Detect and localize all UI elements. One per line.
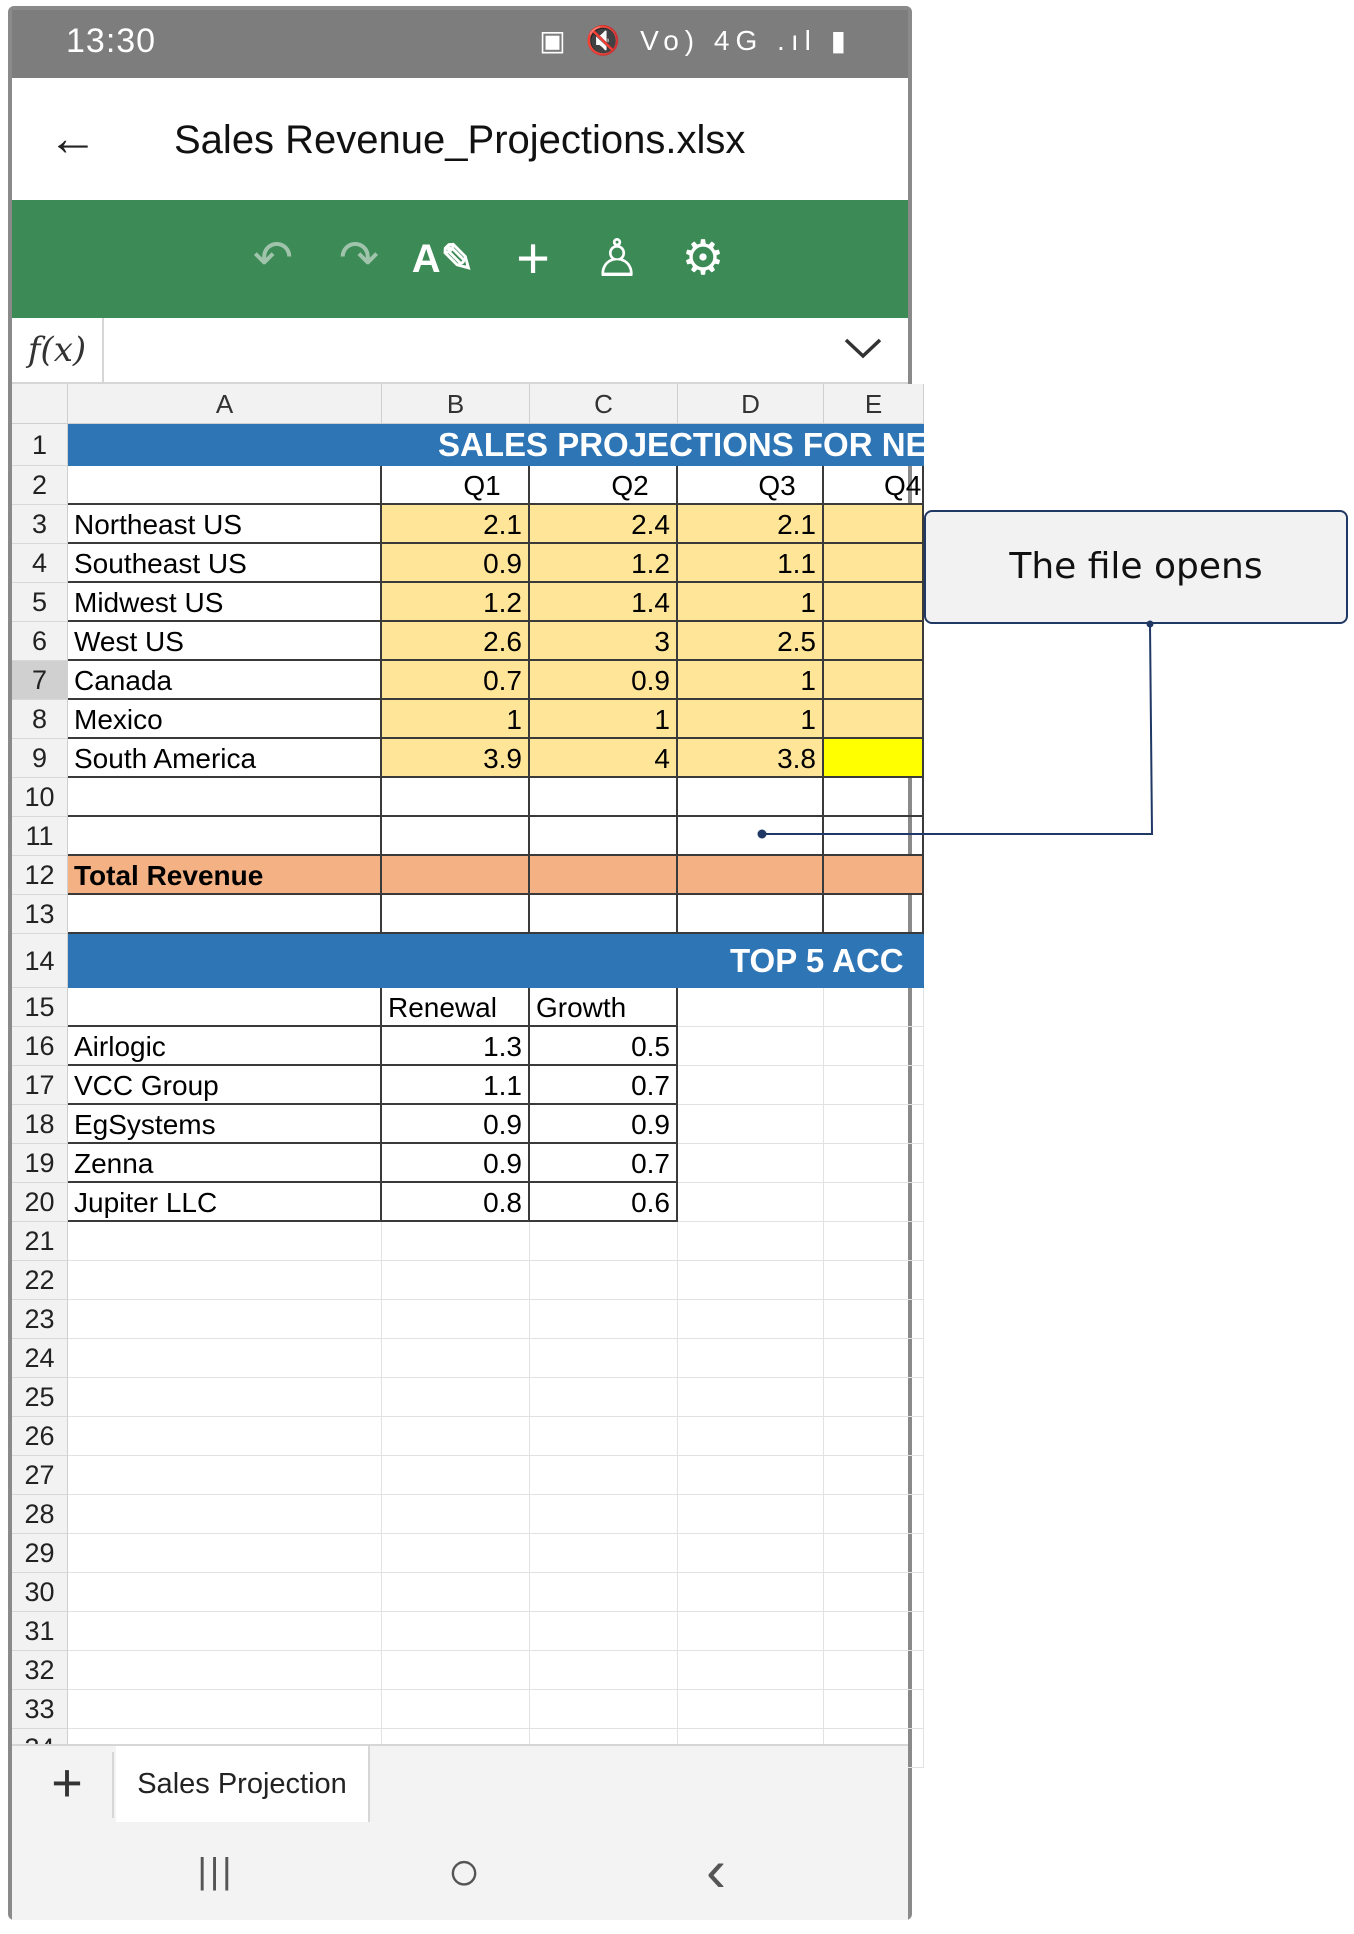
cell[interactable] — [678, 1261, 824, 1300]
cell[interactable] — [68, 1417, 382, 1456]
cell[interactable] — [678, 1456, 824, 1495]
settings-gear-icon[interactable]: ⚙ — [681, 232, 725, 285]
title-bar — [12, 78, 908, 200]
column-header-e[interactable]: E — [824, 384, 924, 424]
table-row — [12, 1183, 908, 1222]
cell[interactable] — [824, 1222, 924, 1261]
cell[interactable] — [824, 895, 924, 934]
cell[interactable] — [530, 1495, 678, 1534]
cell[interactable] — [824, 1339, 924, 1378]
total-cell[interactable] — [530, 856, 678, 895]
cell[interactable] — [678, 1339, 824, 1378]
table-row — [12, 739, 908, 778]
value-cell[interactable] — [824, 505, 924, 544]
value-cell[interactable]: 0.9 — [382, 1144, 530, 1183]
cell[interactable] — [382, 1534, 530, 1573]
row-number[interactable]: 30 — [12, 1573, 68, 1612]
total-cell[interactable] — [678, 856, 824, 895]
table-row — [12, 1222, 908, 1261]
cell[interactable] — [530, 1300, 678, 1339]
status-bar — [12, 10, 908, 78]
value-cell[interactable]: 1 — [678, 700, 824, 739]
cell[interactable] — [382, 895, 530, 934]
cell[interactable] — [678, 1417, 824, 1456]
cell[interactable] — [824, 1183, 924, 1222]
status-time: 13:30 — [66, 22, 157, 60]
cell[interactable] — [68, 895, 382, 934]
value-cell[interactable]: 4 — [530, 739, 678, 778]
row-number[interactable]: 14 — [12, 934, 68, 988]
table-row — [12, 622, 908, 661]
row-number[interactable]: 29 — [12, 1534, 68, 1573]
total-revenue-label[interactable]: Total Revenue — [68, 856, 382, 895]
table-row — [12, 583, 908, 622]
cell[interactable] — [530, 1261, 678, 1300]
callout-text: The file opens — [1009, 546, 1263, 587]
cell[interactable] — [530, 895, 678, 934]
row-number[interactable]: 31 — [12, 1612, 68, 1651]
row-number[interactable]: 33 — [12, 1690, 68, 1729]
table-row — [12, 1066, 908, 1105]
row-number[interactable]: 23 — [12, 1300, 68, 1339]
cell[interactable] — [824, 1651, 924, 1690]
cell[interactable] — [382, 1495, 530, 1534]
value-cell[interactable]: 2.1 — [678, 505, 824, 544]
cell[interactable] — [678, 1690, 824, 1729]
cell[interactable] — [68, 817, 382, 856]
cell[interactable] — [382, 1456, 530, 1495]
region-label-cell[interactable]: Canada — [68, 661, 382, 700]
cell[interactable] — [68, 1456, 382, 1495]
cell[interactable] — [530, 1456, 678, 1495]
cell[interactable] — [824, 817, 924, 856]
cell[interactable] — [382, 817, 530, 856]
cell[interactable] — [530, 1534, 678, 1573]
region-label-cell[interactable]: West US — [68, 622, 382, 661]
cell[interactable] — [824, 778, 924, 817]
android-nav-bar — [12, 1822, 908, 1920]
table-row — [12, 988, 908, 1027]
value-cell[interactable]: 2.6 — [382, 622, 530, 661]
row-number[interactable]: 13 — [12, 895, 68, 934]
table-row — [12, 1573, 908, 1612]
table-row — [12, 895, 908, 934]
value-cell[interactable]: 1 — [678, 583, 824, 622]
table-row — [12, 1027, 908, 1066]
total-cell[interactable] — [824, 856, 924, 895]
cell[interactable] — [678, 1144, 824, 1183]
cell[interactable] — [678, 1066, 824, 1105]
cell[interactable] — [824, 1612, 924, 1651]
row-number[interactable]: 6 — [12, 622, 68, 661]
value-cell[interactable]: 1.1 — [678, 544, 824, 583]
value-cell[interactable]: 0.9 — [530, 661, 678, 700]
row-number[interactable]: 7 — [12, 661, 68, 700]
account-label-cell[interactable]: VCC Group — [68, 1066, 382, 1105]
header-cell[interactable] — [68, 466, 382, 505]
column-header-a[interactable]: A — [68, 384, 382, 424]
region-label-cell[interactable]: Southeast US — [68, 544, 382, 583]
phone-screen — [8, 6, 928, 1920]
value-cell[interactable]: 2.4 — [530, 505, 678, 544]
cell[interactable] — [68, 1261, 382, 1300]
region-label-cell[interactable]: Midwest US — [68, 583, 382, 622]
top-accounts-title-banner[interactable]: TOP 5 ACC — [68, 934, 924, 988]
add-sheet-button[interactable]: + — [22, 1752, 114, 1818]
value-cell[interactable]: 0.7 — [382, 661, 530, 700]
value-cell[interactable]: 1 — [382, 700, 530, 739]
cell[interactable] — [382, 1339, 530, 1378]
sheet-tab-sales-projection[interactable]: Sales Projection — [116, 1746, 370, 1822]
row-number[interactable]: 12 — [12, 856, 68, 895]
cell[interactable] — [382, 778, 530, 817]
row-number[interactable]: 10 — [12, 778, 68, 817]
cell[interactable] — [678, 1300, 824, 1339]
cell[interactable] — [382, 1261, 530, 1300]
table-row — [12, 1495, 908, 1534]
cell[interactable] — [530, 1378, 678, 1417]
account-label-cell[interactable]: Airlogic — [68, 1027, 382, 1066]
cell[interactable] — [382, 1300, 530, 1339]
row-number[interactable]: 9 — [12, 739, 68, 778]
header-cell[interactable] — [678, 988, 824, 1027]
cell[interactable] — [824, 1456, 924, 1495]
value-cell[interactable] — [824, 661, 924, 700]
table-row — [12, 1417, 908, 1456]
cell[interactable] — [678, 1651, 824, 1690]
cell[interactable] — [678, 1573, 824, 1612]
cell[interactable] — [68, 1651, 382, 1690]
region-label-cell[interactable]: Northeast US — [68, 505, 382, 544]
spreadsheet-grid[interactable] — [12, 384, 928, 1744]
cell[interactable] — [678, 1027, 824, 1066]
table-row — [12, 544, 908, 583]
value-cell[interactable]: 0.8 — [382, 1183, 530, 1222]
table-row — [12, 424, 928, 466]
cell[interactable] — [68, 1339, 382, 1378]
row-number[interactable]: 16 — [12, 1027, 68, 1066]
row-number[interactable]: 8 — [12, 700, 68, 739]
cell[interactable] — [382, 1690, 530, 1729]
cell[interactable] — [678, 1378, 824, 1417]
row-number[interactable]: 21 — [12, 1222, 68, 1261]
table-row — [12, 778, 908, 817]
cell[interactable] — [678, 1222, 824, 1261]
table-row — [12, 1378, 908, 1417]
row-number[interactable]: 3 — [12, 505, 68, 544]
cell[interactable] — [68, 778, 382, 817]
column-header-row — [12, 384, 908, 424]
cell[interactable] — [68, 1690, 382, 1729]
row-number[interactable]: 20 — [12, 1183, 68, 1222]
redo-icon[interactable]: ↷ — [338, 232, 380, 285]
value-cell[interactable] — [824, 700, 924, 739]
value-cell[interactable]: 3 — [530, 622, 678, 661]
table-row — [12, 1651, 908, 1690]
row-number[interactable]: 15 — [12, 988, 68, 1027]
value-cell[interactable]: 1.4 — [530, 583, 678, 622]
column-header-b[interactable]: B — [382, 384, 530, 424]
table-row — [12, 1261, 908, 1300]
recent-apps-icon[interactable]: ||| — [197, 1850, 235, 1891]
share-person-icon[interactable]: ♙ — [593, 230, 641, 288]
cell[interactable] — [382, 1573, 530, 1612]
cell[interactable] — [382, 1378, 530, 1417]
row-number[interactable]: 4 — [12, 544, 68, 583]
cell[interactable] — [530, 1573, 678, 1612]
format-text-icon[interactable]: A✎ — [411, 237, 475, 281]
row-number[interactable]: 27 — [12, 1456, 68, 1495]
value-cell[interactable]: 2.5 — [678, 622, 824, 661]
cell[interactable] — [530, 1690, 678, 1729]
cell[interactable] — [824, 1417, 924, 1456]
cell[interactable] — [678, 1612, 824, 1651]
region-label-cell[interactable]: South America — [68, 739, 382, 778]
row-number[interactable]: 5 — [12, 583, 68, 622]
cell[interactable] — [382, 1612, 530, 1651]
cell[interactable] — [68, 1300, 382, 1339]
sheet-tab-bar — [12, 1744, 908, 1824]
value-cell[interactable]: 1.2 — [530, 544, 678, 583]
cell[interactable] — [68, 1612, 382, 1651]
cell[interactable] — [530, 1417, 678, 1456]
cell[interactable] — [68, 1495, 382, 1534]
cell[interactable] — [678, 895, 824, 934]
value-cell[interactable] — [824, 739, 924, 778]
undo-icon[interactable]: ↶ — [252, 232, 294, 285]
header-cell[interactable]: Renewal — [382, 988, 530, 1027]
table-row — [12, 856, 908, 895]
row-number[interactable]: 26 — [12, 1417, 68, 1456]
cell[interactable] — [68, 1222, 382, 1261]
cell[interactable] — [68, 1378, 382, 1417]
header-cell[interactable]: Growth — [530, 988, 678, 1027]
header-cell[interactable]: Q1 — [382, 466, 530, 505]
table-row — [12, 1105, 908, 1144]
cell[interactable] — [824, 1144, 924, 1183]
cell[interactable] — [824, 1300, 924, 1339]
cell[interactable] — [382, 1222, 530, 1261]
cell[interactable] — [824, 1534, 924, 1573]
formula-bar[interactable] — [12, 318, 908, 384]
value-cell[interactable]: 3.8 — [678, 739, 824, 778]
ribbon-toolbar — [12, 200, 908, 318]
chevron-down-icon[interactable] — [836, 322, 890, 376]
table-row — [12, 1144, 908, 1183]
column-header-c[interactable]: C — [530, 384, 678, 424]
cell[interactable] — [824, 1105, 924, 1144]
table-row — [12, 466, 922, 505]
cell[interactable] — [678, 1534, 824, 1573]
table-row — [12, 1456, 908, 1495]
region-label-cell[interactable]: Mexico — [68, 700, 382, 739]
cell[interactable] — [530, 817, 678, 856]
value-cell[interactable]: 2.1 — [382, 505, 530, 544]
account-label-cell[interactable]: Jupiter LLC — [68, 1183, 382, 1222]
total-cell[interactable] — [382, 856, 530, 895]
cell[interactable] — [530, 1612, 678, 1651]
table-row — [12, 505, 908, 544]
value-cell[interactable]: 1.1 — [382, 1066, 530, 1105]
sales-projections-title-banner[interactable]: SALES PROJECTIONS FOR NE — [68, 424, 924, 466]
header-cell[interactable]: Q3 — [678, 466, 824, 505]
value-cell[interactable]: 0.7 — [530, 1144, 678, 1183]
function-fx-icon[interactable]: f(x) — [12, 318, 104, 382]
table-row — [12, 1612, 908, 1651]
cell[interactable] — [678, 1183, 824, 1222]
row-number[interactable]: 28 — [12, 1495, 68, 1534]
header-cell[interactable]: Q4 — [824, 466, 924, 505]
insert-plus-icon[interactable]: + — [516, 226, 550, 291]
table-row — [12, 934, 908, 988]
value-cell[interactable]: 3.9 — [382, 739, 530, 778]
row-number[interactable]: 22 — [12, 1261, 68, 1300]
value-cell[interactable]: 0.6 — [530, 1183, 678, 1222]
cell[interactable] — [678, 1495, 824, 1534]
annotation-callout — [924, 510, 1348, 624]
cell[interactable] — [68, 1573, 382, 1612]
home-icon[interactable]: ○ — [447, 1839, 481, 1902]
value-cell[interactable] — [824, 544, 924, 583]
table-row — [12, 1534, 908, 1573]
header-cell[interactable]: Q2 — [530, 466, 678, 505]
cell[interactable] — [824, 1027, 924, 1066]
row-number[interactable]: 19 — [12, 1144, 68, 1183]
header-cell[interactable] — [824, 988, 924, 1027]
cell[interactable] — [678, 1105, 824, 1144]
table-row — [12, 700, 908, 739]
row-number[interactable]: 17 — [12, 1066, 68, 1105]
row-number[interactable]: 11 — [12, 817, 68, 856]
value-cell[interactable]: 1.3 — [382, 1027, 530, 1066]
cell[interactable] — [824, 1690, 924, 1729]
table-row — [12, 1300, 908, 1339]
cell[interactable] — [382, 1651, 530, 1690]
cell[interactable] — [382, 1417, 530, 1456]
cell[interactable] — [824, 1573, 924, 1612]
account-label-cell[interactable]: Zenna — [68, 1144, 382, 1183]
cell[interactable] — [530, 1222, 678, 1261]
cell[interactable] — [824, 1378, 924, 1417]
value-cell[interactable]: 1 — [678, 661, 824, 700]
row-number[interactable]: 18 — [12, 1105, 68, 1144]
row-number[interactable]: 25 — [12, 1378, 68, 1417]
value-cell[interactable] — [824, 583, 924, 622]
cell[interactable] — [678, 817, 824, 856]
select-all-corner[interactable] — [12, 384, 68, 424]
cell[interactable] — [68, 1534, 382, 1573]
back-arrow-icon[interactable]: ← — [48, 110, 98, 166]
value-cell[interactable]: 0.5 — [530, 1027, 678, 1066]
account-label-cell[interactable]: EgSystems — [68, 1105, 382, 1144]
table-row — [12, 1339, 908, 1378]
value-cell[interactable]: 0.7 — [530, 1066, 678, 1105]
table-row — [12, 817, 908, 856]
row-number[interactable]: 24 — [12, 1339, 68, 1378]
nav-back-icon[interactable]: ‹ — [706, 1837, 726, 1904]
value-cell[interactable]: 0.9 — [382, 1105, 530, 1144]
value-cell[interactable]: 0.9 — [382, 544, 530, 583]
row-number[interactable]: 1 — [12, 424, 68, 466]
value-cell[interactable] — [824, 622, 924, 661]
header-cell[interactable] — [68, 988, 382, 1027]
value-cell[interactable]: 1.2 — [382, 583, 530, 622]
cell[interactable] — [530, 1651, 678, 1690]
row-number[interactable]: 2 — [12, 466, 68, 505]
value-cell[interactable]: 1 — [530, 700, 678, 739]
column-header-d[interactable]: D — [678, 384, 824, 424]
status-icons: ▣ 🔇 Vo) 4G .ıl ▮ — [539, 25, 852, 56]
cell[interactable] — [530, 778, 678, 817]
row-number[interactable]: 32 — [12, 1651, 68, 1690]
cell[interactable] — [530, 1339, 678, 1378]
cell[interactable] — [824, 1261, 924, 1300]
table-row — [12, 1690, 908, 1729]
cell[interactable] — [824, 1495, 924, 1534]
cell[interactable] — [678, 778, 824, 817]
file-title: Sales Revenue_Projections.xlsx — [174, 118, 746, 162]
table-row — [12, 661, 908, 700]
cell[interactable] — [824, 1066, 924, 1105]
value-cell[interactable]: 0.9 — [530, 1105, 678, 1144]
